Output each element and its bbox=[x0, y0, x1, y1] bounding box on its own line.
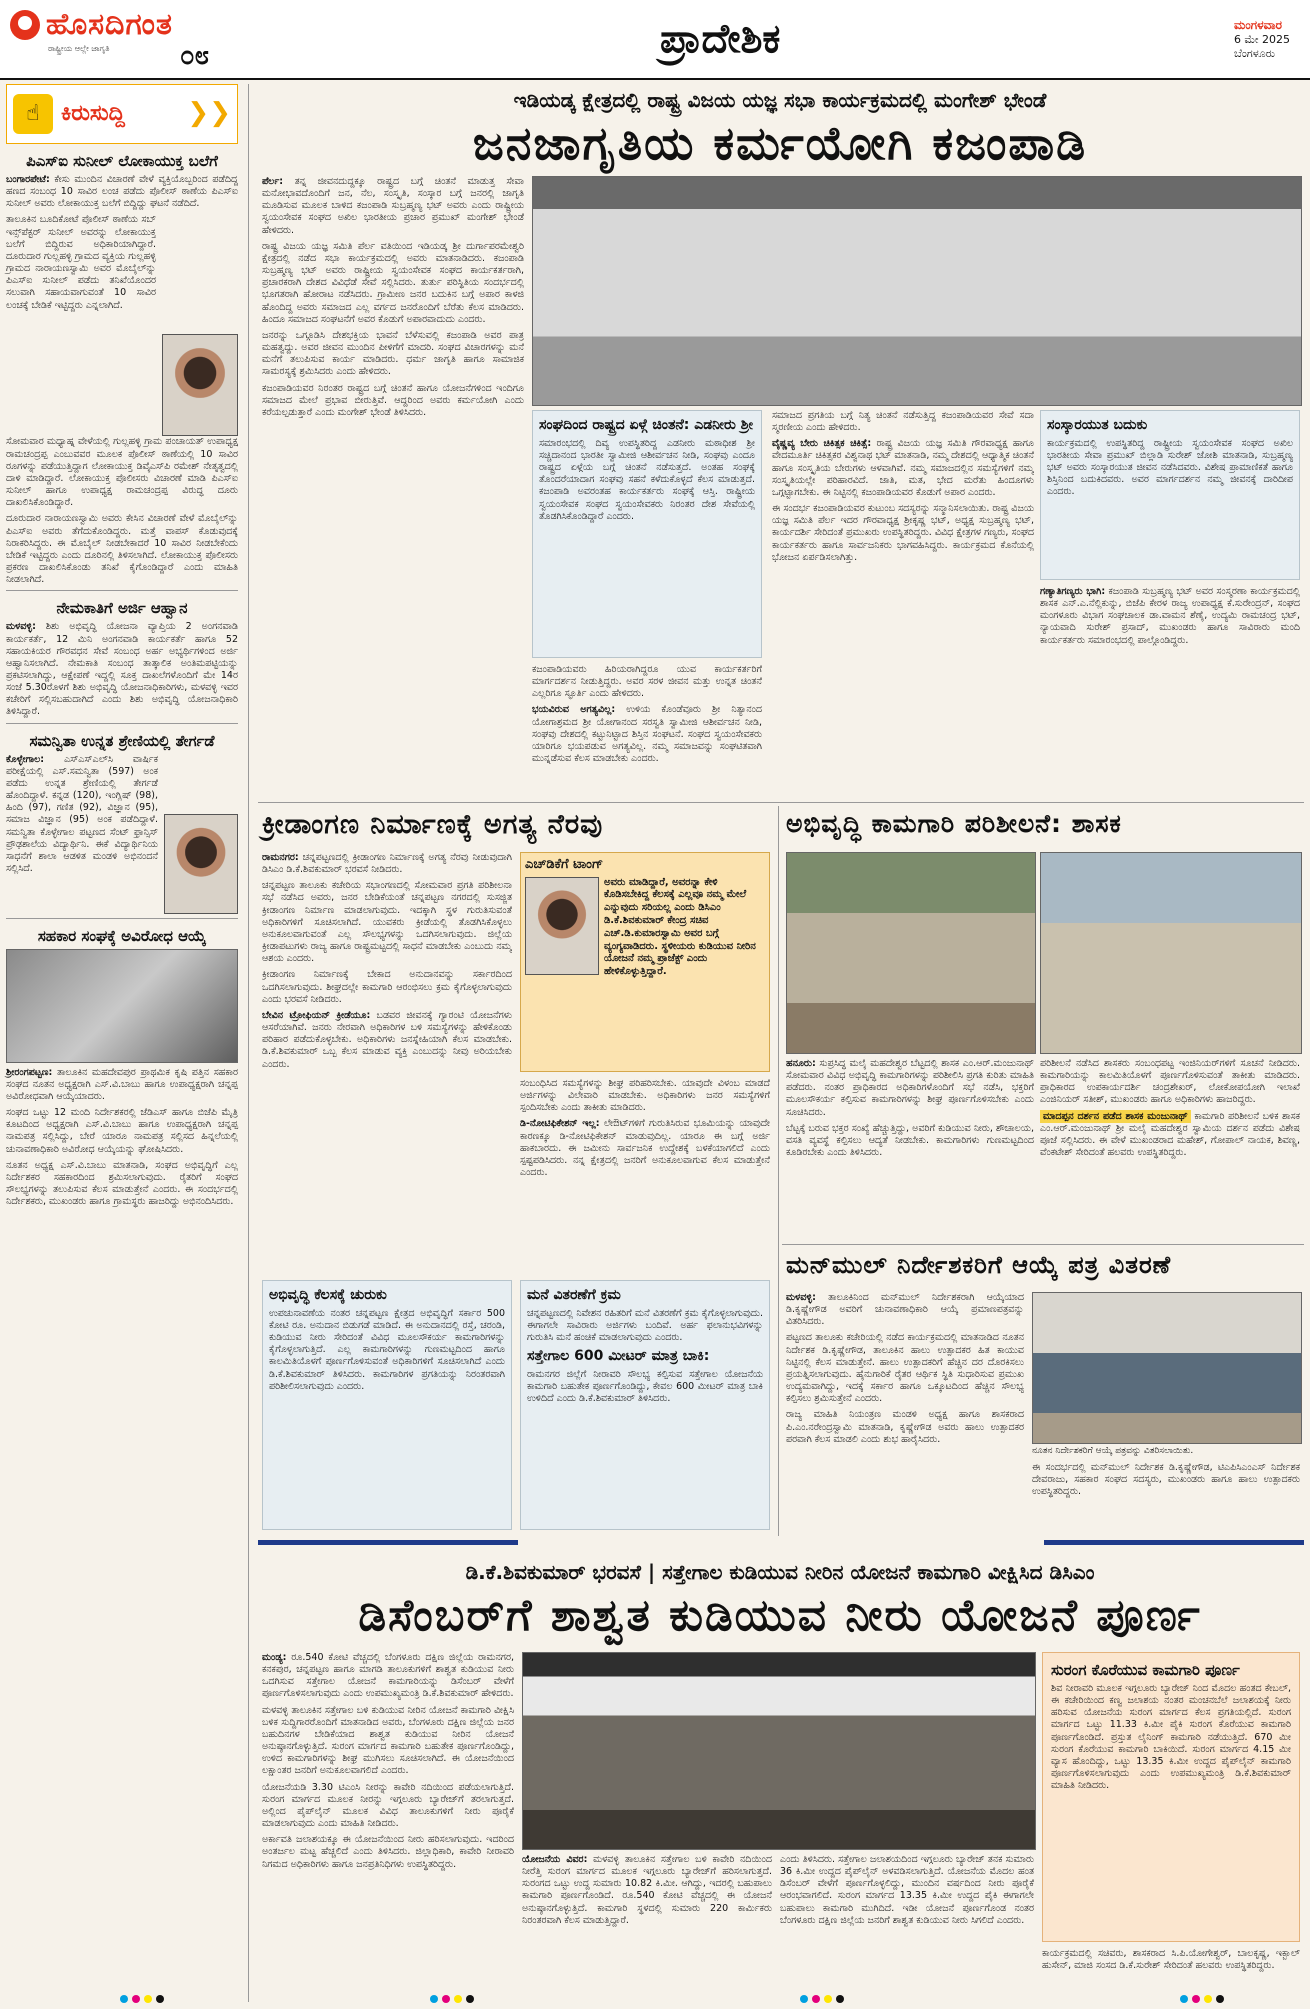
brief-text bbox=[6, 174, 238, 210]
pointing-hand-icon: ☝ bbox=[13, 94, 53, 134]
water-text bbox=[522, 1854, 772, 1927]
page-number: ೦೮ bbox=[180, 41, 210, 71]
brief-headline: ಸಹಕಾರ ಸಂಘಕ್ಕೆ ಅವಿರೋಧ ಆಯ್ಕೆ bbox=[37, 926, 207, 945]
manmul-para: ಈ ಸಂದರ್ಭದಲ್ಲಿ ಮನ್‌ಮುಲ್ ನಿರ್ದೇಶಕ ಡಿ.ಕೃಷ್ಣೇಗೌಡ, ಟಿಎಪಿಸಿಎಂಎಸ್ ನಿರ್ದೇಶಕ ದೇವರಾಜು, ಸಹಕಾರ ಸಂಘದ ಸದಸ್ಯರು, ಮುಖಂಡರು ಹಾಗೂ ಹಾಲು ಉತ್ಪಾದಕರು ಉಪಸ್ಥಿತರಿದ್ದರು. bbox=[1032, 1462, 1300, 1498]
cooperative-society-photo bbox=[6, 949, 238, 1063]
hdk-tong-box bbox=[520, 852, 770, 1072]
samanvitha-photo bbox=[164, 814, 238, 914]
psi-sunil-photo bbox=[162, 334, 238, 436]
brief-para: ಶಿಶು ಅಭಿವೃದ್ಧಿ ಯೋಜನಾ ವ್ಯಾಪ್ತಿಯ 2 ಅಂಗನವಾಡಿ ಕಾರ್ಯಕರ್ತೆ, 12 ಮಿನಿ ಅಂಗನವಾಡಿ ಕಾರ್ಯಕರ್ತೆ ಹಾಗೂ 52 ಸಹಾಯಕಿಯರ ಗೌರವಧನ ಸೇವೆ ಸಂಬಂಧ ಅರ್ಹ ಅಭ್ಯರ್ಥಿಗಳಿಂದ ಅರ್ಜಿ ಆಹ್ವಾನಿಸಲಾಗಿದೆ. ನೇಮಕಾತಿ ಸಂಬಂಧ ತಾತ್ಕಾಲಿಕ ಅಂತಿಮಪಟ್ಟಿಯನ್ನು ಪ್ರಕಟಿಸಲಾಗಿದ್ದು, ಆಕ್ಷೇಪಣೆ ಇದ್ದಲ್ಲಿ ಸೂಕ್ತ ದಾಖಲೆಗಳೊಂದಿಗೆ ಮೇ 14ರ ಸಂಜೆ 5.30ರೊಳಗೆ ಶಿಶು ಅಭಿವೃದ್ಧಿ ಯೋಜನಾಧಿಕಾರಿಗಳು, ಮಳವಳ್ಳಿ ಇವರ ಕಚೇರಿಗೆ ಸಲ್ಲಿಸಬಹುದಾಗಿದೆ ಎಂದು ಶಿಶು ಅಭಿವೃದ್ಧಿ ಯೋಜನಾಧಿಕಾರಿ ತಿಳಿಸಿದ್ದಾರೆ. bbox=[6, 621, 238, 718]
lead-text bbox=[772, 438, 1034, 499]
brief-para: ತಾಲೂಕಿನ ಮಹದೇವಪುರ ಪ್ರಾಥಮಿಕ ಕೃಷಿ ಪತ್ತಿನ ಸಹಕಾರ ಸಂಘದ ನೂತನ ಅಧ್ಯಕ್ಷರಾಗಿ ಎಸ್.ವಿ.ಬಾಬು ಹಾಗೂ ಉಪಾಧ್ಯಕ್ಷರಾಗಿ ಚನ್ನಪ್ಪ ಅವಿರೋಧವಾಗಿ ಆಯ್ಕೆಯಾದರು. bbox=[6, 1066, 238, 1102]
stadium-text bbox=[262, 852, 512, 876]
print-registration-marks bbox=[800, 1995, 844, 2003]
print-registration-marks bbox=[1180, 1995, 1224, 2003]
lead-text bbox=[1040, 586, 1300, 647]
lead-para: ತನ್ನ ಜೀವನದುದ್ದಕ್ಕೂ ರಾಷ್ಟ್ರದ ಬಗ್ಗೆ ಚಿಂತನೆ ಮಾಡುತ್ತ ಸೇವಾ ಮನೋಭಾವದೊಂದಿಗೆ ಜನ, ನೆಲ, ಸಂಸ್ಕೃತಿ, ಸಂಸ್ಕಾರ ಬಗ್ಗೆ ಜನರಲ್ಲಿ ಜಾಗೃತಿ ಮೂಡಿಸುವ ಮೂಲಕ ಬಾಳಿದ ಕಜಂಪಾಡಿ ಸುಬ್ರಹ್ಮಣ್ಯ ಭಟ್ ಅವರು ಎಂದು ರಾಷ್ಟ್ರೀಯ ಸ್ವಯಂಸೇವಕ ಸಂಘದ ಅಖಿಲ ಭಾರತೀಯ ಪ್ರಚಾರ ಪ್ರಮುಖ್ ಮಂಗೇಶ್ ಭೇಂಡೆ ಹೇಳಿದರು. bbox=[262, 176, 524, 236]
edaneeru-sri-box bbox=[532, 410, 762, 658]
review-para: ಪರಿಶೀಲನೆ ನಡೆಸಿದ ಶಾಸಕರು ಸಂಬಂಧಪಟ್ಟ ಇಂಜಿನಿಯರ್‌ಗಳಿಗೆ ಸೂಚನೆ ನೀಡಿದರು. ಕಾಮಗಾರಿಯನ್ನು ಕಾಲಮಿತಿಯೊಳಗೆ ಪೂರ್ಣಗೊಳಿಸುವಂತೆ ತಾಕೀತು ಮಾಡಿದರು. ಪ್ರಾಧಿಕಾರದ ಉಪಕಾರ್ಯದರ್ಶಿ ಚಂದ್ರಶೇಖರ್, ಲೋಕೋಪಯೋಗಿ ಇಲಾಖೆ ಎಂಜಿನಿಯರ್ ಸತೀಶ್, ಮುಖಂಡರು ಹಾಗೂ ಅಧಿಕಾರಿಗಳು ಹಾಜರಿದ್ದರು. bbox=[1040, 1058, 1300, 1106]
water-para: ಮಳವಳ್ಳಿ ತಾಲೂಕಿನ ಸತ್ತೇಗಾಲ ಬಳಿ ಕಾವೇರಿ ನದಿಯಿಂದ ನೀರೆತ್ತಿ ಸುರಂಗ ಮಾರ್ಗದ ಮೂಲಕ ಇಗ್ಗಲೂರು ಬ್ಯಾರೇಜ್‌ಗೆ ಹರಿಸಲಾಗುತ್ತದೆ. ಸುರಂಗದ ಒಟ್ಟು ಉದ್ದ ಸುಮಾರು 10.82 ಕಿ.ಮೀ. ಆಗಿದ್ದು, ಇದರಲ್ಲಿ ಬಹುಪಾಲು ಕಾಮಗಾರಿ ಪೂರ್ಣಗೊಂಡಿದೆ. ರೂ.540 ಕೋಟಿ ವೆಚ್ಚದಲ್ಲಿ ಈ ಯೋಜನೆ ಅನುಷ್ಠಾನಗೊಳ್ಳುತ್ತಿದೆ. ಕಾಮಗಾರಿ ಸ್ಥಳದಲ್ಲಿ ಸುಮಾರು 220 ಕಾರ್ಮಿಕರು ನಿರಂತರವಾಗಿ ಕೆಲಸ ಮಾಡುತ್ತಿದ್ದಾರೆ. bbox=[522, 1854, 772, 1926]
lead-para: ಈ ಸಂದರ್ಭ ಕಜಂಪಾಡಿಯವರ ಕುಟುಂಬ ಸದಸ್ಯರನ್ನು ಸನ್ಮಾನಿಸಲಾಯಿತು. ರಾಷ್ಟ್ರ ವಿಜಯ ಯಜ್ಞ ಸಮಿತಿ ಪೆರ್ಲ ಇದರ ಗೌರವಾಧ್ಯಕ್ಷ ಶ್ರೀಕೃಷ್ಣ ಭಟ್, ಅಧ್ಯಕ್ಷ ಸುಬ್ರಹ್ಮಣ್ಯ ಭಟ್, ಕಾರ್ಯದರ್ಶಿ ಸೇರಿದಂತೆ ಪ್ರಮುಖರು ಉಪಸ್ಥಿತರಿದ್ದರು. ವಿವಿಧ ಕ್ಷೇತ್ರಗಳ ಗಣ್ಯರು, ಸಂಘದ ಕಾರ್ಯಕರ್ತರು ಹಾಗೂ ಸಾರ್ವಜನಿಕರು ಭಾಗವಹಿಸಿದ್ದರು. ಕಾರ್ಯಕ್ರಮದ ಕೊನೆಯಲ್ಲಿ ಭೋಜನ ಏರ್ಪಡಿಸಲಾಗಿತ್ತು. bbox=[772, 503, 1034, 563]
brief-headline: ಸಮನ್ವಿತಾ ಉನ್ನತ ಶ್ರೇಣಿಯಲ್ಲಿ ತೇರ್ಗಡೆ bbox=[29, 731, 215, 750]
registration-dot bbox=[132, 1995, 140, 2003]
brief-para: ತಾಲೂಕಿನ ಬೂದಿಕೋಟೆ ಪೊಲೀಸ್ ಠಾಣೆಯ ಸಬ್ ಇನ್ಸ್‌ಪೆಕ್ಟರ್ ಸುನೀಲ್ ಅವರನ್ನು ಲೋಕಾಯುಕ್ತ ಬಲೆಗೆ ಬಿದ್ದಿರುವ ಅಧಿಕಾರಿಯಾಗಿದ್ದಾರೆ. ದೂರುದಾರ ಗುಲ್ಲಹಳ್ಳಿ ಗ್ರಾಮದ ವ್ಯಕ್ತಿಯ ಗುಲ್ಲಹಳ್ಳಿ ಗ್ರಾಮದ ನಾರಾಯಣಸ್ವಾಮಿ ಅವರ ಮೊಬೈಲ್‌ನ್ನು ಪಿಎಸ್‌ಐ ಸುನೀಲ್ ಪಡೆದು ತನಿಖೆಯೊಂದರ ಸಲುವಾಗಿ ಸಹಾಯವಾಗುವಂತೆ 10 ಸಾವಿರ ಲಂಚಕ್ಕೆ ಬೇಡಿಕೆ ಇಟ್ಟಿದ್ದರು ಎನ್ನಲಾಗಿದೆ. bbox=[6, 214, 156, 311]
stadium-para: ಕ್ರೀಡಾಂಗಣ ನಿರ್ಮಾಣಕ್ಕೆ ಬೇಕಾದ ಅನುದಾನವನ್ನು ಸರ್ಕಾರದಿಂದ ಒದಗಿಸಲಾಗುವುದು. ಶೀಘ್ರದಲ್ಲೇ ಕಾಮಗಾರಿ ಆರಂಭಿಸಲು ಕ್ರಮ ಕೈಗೊಳ್ಳಲಾಗುವುದು ಎಂದು ಭರವಸೆ ನೀಡಿದರು. bbox=[262, 969, 512, 1005]
subhead: ಗಣ್ಯಾತಿಗಣ್ಯರು ಭಾಗಿ: bbox=[1040, 586, 1106, 597]
logo-tagline: ರಾಷ್ಟ್ರೀಯ ಆಲ್ಲೇ ಜಾಗೃತಿ bbox=[48, 44, 110, 54]
registration-dot bbox=[1216, 1995, 1224, 2003]
pillar-inspection-photo bbox=[1040, 852, 1302, 1054]
brief-para: ದೂರುದಾರ ನಾರಾಯಣಸ್ವಾಮಿ ಅವರು ಕೇಸಿನ ವಿಚಾರಣೆ ವೇಳೆ ಮೊಬೈಲ್‌ನ್ನು ಪಿಎಸ್‌ಐ ಅವರು ತೆಗೆದುಕೊಂಡಿದ್ದರು. ಮತ್ತೆ ವಾಪಸ್ ಕೊಡುವುದಕ್ಕೆ ನಿರಾಕರಿಸಿದ್ದರು. ಈ ಮೊಬೈಲ್ ನೀಡಬೇಕಾದರೆ 10 ಸಾವಿರ ನೀಡಬೇಕೆಂದು ಬೇಡಿಕೆ ಇಟ್ಟಿದ್ದರು ಎಂದು ದೂರಿನಲ್ಲಿ ತಿಳಿಸಲಾಗಿದೆ. ಲೋಕಾಯುಕ್ತ ಪೊಲೀಸರು ಪ್ರಕರಣ ದಾಖಲಿಸಿಕೊಂಡು ತನಿಖೆ ಕೈಗೊಂಡಿದ್ದಾರೆ ಎಂದು ಮಾಹಿತಿ ನೀಡಲಾಗಿದೆ. bbox=[6, 513, 238, 586]
box-text: ರಾಮನಗರ ಜಿಲ್ಲೆಗೆ ನೀರಾವರಿ ಸೌಲಭ್ಯ ಕಲ್ಪಿಸುವ ಸತ್ತೇಗಾಲ ಯೋಜನೆಯ ಕಾಮಗಾರಿ ಬಹುತೇಕ ಪೂರ್ಣಗೊಂಡಿದ್ದು, ಕೇವಲ 600 ಮೀಟರ್ ಮಾತ್ರ ಬಾಕಿ ಉಳಿದಿದೆ ಎಂದು ಡಿ.ಕೆ.ಶಿವಕುಮಾರ್ ತಿಳಿಸಿದರು. bbox=[527, 1369, 763, 1405]
separator-stripe bbox=[1044, 1540, 1304, 1545]
dateline: ಮಳವಳ್ಳಿ: bbox=[6, 621, 36, 633]
manmul-text bbox=[786, 1292, 1024, 1328]
lead-column-1 bbox=[262, 176, 524, 796]
brief-text bbox=[6, 754, 158, 910]
stadium-column-1 bbox=[262, 852, 512, 1272]
section-title: ಪ್ರಾದೇಶಿಕ bbox=[660, 16, 781, 62]
box-text: ಶಿವ ನೀರಾವರಿ ಮೂಲಕ ಇಗ್ಗಲೂರು ಬ್ಯಾರೇಜ್‌ ನಿಂದ ಮೊದಲ ಹಂತದ ಕೇಬಲ್, ಈ ಕಚೇರಿಯಿಂದ ಕಣ್ವ ಜಲಾಶಯ ನಂತರ ಮಂಚನಬೆಲೆ ಜಲಾಶಯಕ್ಕೆ ನೀರು ಹರಿಸುವ ಯೋಜನೆಯ ಸುರಂಗ ಮಾರ್ಗದ ಕೆಲಸ ಪ್ರಗತಿಯಲ್ಲಿದೆ. ಸುರಂಗ ಮಾರ್ಗದ ಒಟ್ಟು 11.33 ಕಿ.ಮೀ ಪೈಕಿ ಸುರಂಗ ಕೊರೆಯುವ ಕಾಮಗಾರಿ ಪೂರ್ಣಗೊಂಡಿದೆ. ಪ್ರಸ್ತುತ ಲೈನಿಂಗ್ ಕಾಮಗಾರಿ ನಡೆಯುತ್ತಿದೆ. 670 ಮೀ ಸುರಂಗ ಕೊರೆಯುವ ಕಾಮಗಾರಿ ಬಾಕಿಯಿದೆ. ಸುರಂಗ ಮಾರ್ಗದ 4.15 ಮೀ ವ್ಯಾಸ ಹೊಂದಿದ್ದು, ಒಟ್ಟು 13.35 ಕಿ.ಮೀ ಉದ್ದದ ಪೈಪ್‌ಲೈನ್ ಕಾಮಗಾರಿ ಪೂರ್ಣಗೊಳಿಸಲಾಗುವುದು ಎಂದು ಉಪಮುಖ್ಯಮಂತ್ರಿ ಡಿ.ಕೆ.ಶಿವಕುಮಾರ್ ಮಾಹಿತಿ ನೀಡಿದರು. bbox=[1051, 1683, 1291, 1792]
box-text: ಚನ್ನಪಟ್ಟಣದಲ್ಲಿ ನಿವೇಶನ ರಹಿತರಿಗೆ ಮನೆ ವಿತರಣೆಗೆ ಕ್ರಮ ಕೈಗೊಳ್ಳಲಾಗುವುದು. ಈಗಾಗಲೇ ಸಾವಿರಾರು ಅರ್ಜಿಗಳು ಬಂದಿವೆ. ಅರ್ಹ ಫಲಾನುಭವಿಗಳನ್ನು ಗುರುತಿಸಿ ಮನೆ ಹಂಚಿಕೆ ಮಾಡಲಾಗುವುದು ಎಂದರು. bbox=[527, 1307, 763, 1344]
chevron-right-icon: ❯❯ bbox=[187, 98, 231, 129]
lead-text bbox=[262, 176, 524, 237]
registration-dot bbox=[1180, 1995, 1188, 2003]
box-text: ಕಾರ್ಯಕ್ರಮದಲ್ಲಿ ಉಪಸ್ಥಿತರಿದ್ದ ರಾಷ್ಟ್ರೀಯ ಸ್ವಯಂಸೇವಕ ಸಂಘದ ಅಖಿಲ ಭಾರತೀಯ ಸೇವಾ ಪ್ರಮುಖ್ ಬಿಲ್ಲಾಡಿ ಸುರೇಶ್ ಜೋಶಿ ಮಾತನಾಡಿ, ಸುಬ್ರಹ್ಮಣ್ಯ ಭಟ್ ಅವರು ಸಂಸ್ಕಾರಯುತ ಜೀವನ ನಡೆಸಿದವರು. ವಿಶೇಷ ಪ್ರಾಮಾಣಿಕತೆ ಹಾಗೂ ಶಿಸ್ತಿನಿಂದ ಬದುಕಿದವರು. ಅವರ ಮಾರ್ಗದರ್ಶನ ನಮ್ಮ ಜೀವನಕ್ಕೆ ದಾರಿದೀಪ ಎಂದರು. bbox=[1047, 437, 1293, 498]
dateline: ಹನೂರು: bbox=[786, 1058, 816, 1069]
dk-shivakumar-photo bbox=[525, 877, 599, 975]
brief-text bbox=[6, 621, 238, 718]
water-kicker: ಡಿ.ಕೆ.ಶಿವಕುಮಾರ್ ಭರವಸೆ | ಸತ್ತೇಗಾಲ ಕುಡಿಯುವ ನೀರಿನ ಯೋಜನೆ ಕಾಮಗಾರಿ ವೀಕ್ಷಿಸಿದ ಡಿಸಿಎಂ bbox=[465, 1560, 1095, 1584]
dcm-site-visit-photo bbox=[522, 1652, 1036, 1850]
dateline: ಮಂಡ್ಯ: bbox=[262, 1652, 287, 1663]
registration-dot bbox=[1204, 1995, 1212, 2003]
registration-dot bbox=[1192, 1995, 1200, 2003]
edition-city: ಬೆಂಗಳೂರು bbox=[1233, 47, 1276, 61]
manmul-caption: ನೂತನ ನಿರ್ದೇಶಕರಿಗೆ ಆಯ್ಕೆ ಪತ್ರವನ್ನು ವಿತರಿಸಲಾಯಿತು. bbox=[1032, 1446, 1194, 1456]
subhead: ಬೇವಿನ ಟ್ರೋಫಿಯನ್ ಕ್ರೀಡೆಯೂ: bbox=[262, 1009, 371, 1021]
kiru-suddi-banner bbox=[6, 84, 238, 144]
manmul-para: ರಾಜ್ಯ ಮಾಹಿತಿ ನಿಯಂತ್ರಣ ಮಂಡಳಿ ಅಧ್ಯಕ್ಷ ಹಾಗೂ ಶಾಸಕರಾದ ಪಿ.ಎಂ.ನರೇಂದ್ರಸ್ವಾಮಿ ಮಾತನಾಡಿ, ಕೃಷ್ಣೇಗೌಡ ಅವರು ಹಾಲು ಉತ್ಪಾದಕರ ಪರವಾಗಿ ಕೆಲಸ ಮಾಡಲಿ ಎಂದು ಶುಭ ಹಾರೈಸಿದರು. bbox=[786, 1409, 1024, 1445]
development-work-box bbox=[262, 1280, 512, 1530]
manmul-column-1 bbox=[786, 1292, 1024, 1532]
box-text: ಉಪಚುನಾವಣೆಯ ನಂತರ ಚನ್ನಪಟ್ಟಣ ಕ್ಷೇತ್ರದ ಅಭಿವೃದ್ಧಿಗೆ ಸರ್ಕಾರ 500 ಕೋಟಿ ರೂ. ಅನುದಾನ ಬಿಡುಗಡೆ ಮಾಡಿದೆ. ಈ ಅನುದಾನದಲ್ಲಿ ರಸ್ತೆ, ಚರಂಡಿ, ಕುಡಿಯುವ ನೀರು ಸೇರಿದಂತೆ ವಿವಿಧ ಮೂಲಸೌಕರ್ಯ ಕಾಮಗಾರಿಗಳನ್ನು ಕೈಗೊಳ್ಳಲಾಗುತ್ತಿದೆ. ಎಲ್ಲ ಕಾಮಗಾರಿಗಳನ್ನು ಗುಣಮಟ್ಟದಿಂದ ಹಾಗೂ ಕಾಲಮಿತಿಯೊಳಗೆ ಪೂರ್ಣಗೊಳಿಸುವಂತೆ ಅಧಿಕಾರಿಗಳಿಗೆ ಸೂಚಿಸಲಾಗಿದೆ ಎಂದು ಡಿ.ಕೆ.ಶಿವಕುಮಾರ್ ತಿಳಿಸಿದರು. ಕಾಮಗಾರಿಗಳ ಪ್ರಗತಿಯನ್ನು ನಿರಂತರವಾಗಿ ಪರಿಶೀಲಿಸಲಾಗುವುದು ಎಂದರು. bbox=[269, 1307, 505, 1392]
manmul-para: ತಾಲೂಕಿನಿಂದ ಮನ್‌ಮುಲ್ ನಿರ್ದೇಶಕರಾಗಿ ಆಯ್ಕೆಯಾದ ಡಿ.ಕೃಷ್ಣೇಗೌಡ ಅವರಿಗೆ ಚುನಾವಣಾಧಿಕಾರಿ ಆಯ್ಕೆ ಪ್ರಮಾಣಪತ್ರವನ್ನು ವಿತರಿಸಿದರು. bbox=[786, 1292, 1024, 1328]
box-title: ಸಂಘದಿಂದ ರಾಷ್ಟ್ರದ ಏಳ್ಗೆ ಚಿಂತನೆ: ಎಡನೀರು ಶ್ರೀ bbox=[539, 417, 754, 433]
registration-dot bbox=[812, 1995, 820, 2003]
lamp-logo-icon bbox=[10, 10, 40, 40]
newspaper-logo bbox=[10, 6, 310, 70]
brief-para: ಸಂಘದ ಒಟ್ಟು 12 ಮಂದಿ ನಿರ್ದೇಶಕರಲ್ಲಿ ಜೆಡಿಎಸ್ ಹಾಗೂ ಬಿಜೆಪಿ ಮೈತ್ರಿ ಕೂಟದಿಂದ ಅಧ್ಯಕ್ಷರಾಗಿ ಎಸ್.ವಿ.ಬಾಬು ಹಾಗೂ ಉಪಾಧ್ಯಕ್ಷರಾಗಿ ಚನ್ನಪ್ಪ ನಾಮಪತ್ರ ಸಲ್ಲಿಸಿದ್ದು, ಬೇರೆ ಯಾರೂ ನಾಮಪತ್ರ ಸಲ್ಲಿಸದ ಹಿನ್ನಲೆಯಲ್ಲಿ ಚುನಾವಣಾಧಿಕಾರಿ ಅವಿರೋಧ ಆಯ್ಕೆಯನ್ನು ಘೋಷಿಸಿದರು. bbox=[6, 1107, 238, 1155]
dateline: ಪೆರ್ಲ: bbox=[262, 176, 284, 187]
weekday: ಮಂಗಳವಾರ bbox=[1233, 18, 1282, 32]
water-para: ಮಳವಳ್ಳಿ ತಾಲೂಕಿನ ಸತ್ತೇಗಾಲ ಬಳಿ ಕುಡಿಯುವ ನೀರಿನ ಯೋಜನೆ ಕಾಮಗಾರಿ ವೀಕ್ಷಿಸಿ ಬಳಿಕ ಸುದ್ದಿಗಾರರೊಂದಿಗೆ ಮಾತನಾಡಿದ ಅವರು, ಬೆಂಗಳೂರು ದಕ್ಷಿಣ ಜಿಲ್ಲೆಯ ಜನರ ಬಹುದಿನಗಳ ಬೇಡಿಕೆಯಾದ ಶಾಶ್ವತ ಕುಡಿಯುವ ನೀರಿನ ಯೋಜನೆ ಅನುಷ್ಠಾನಗೊಳ್ಳುತ್ತಿದೆ. ಸುರಂಗ ಮಾರ್ಗದ ಕಾಮಗಾರಿ ಬಹುತೇಕ ಪೂರ್ಣಗೊಂಡಿದ್ದು, ಉಳಿದ ಕಾಮಗಾರಿಗಳನ್ನು ಶೀಘ್ರ ಮುಗಿಸಲು ಸೂಚಿಸಲಾಗಿದೆ. ಈ ಯೋಜನೆಯಿಂದ ಲಕ್ಷಾಂತರ ಜನರಿಗೆ ಅನುಕೂಲವಾಗಲಿದೆ ಎಂದರು. bbox=[262, 1704, 514, 1777]
review-para: ಸುಪ್ರಸಿದ್ಧ ಮಲೈ ಮಹದೇಶ್ವರ ಬೆಟ್ಟದಲ್ಲಿ ಶಾಸಕ ಎಂ.ಆರ್.ಮಂಜುನಾಥ್ ಸೋಮವಾರ ವಿವಿಧ ಅಭಿವೃದ್ಧಿ ಕಾಮಗಾರಿಗಳನ್ನು ಪರಿಶೀಲಿಸಿ ಪ್ರಗತಿ ಕುರಿತು ಮಾಹಿತಿ ಪಡೆದರು. ನಂತರ ಪ್ರಾಧಿಕಾರದ ಅಧಿಕಾರಿಗಳೊಂದಿಗೆ ಸಭೆ ನಡೆಸಿ, ಭಕ್ತರಿಗೆ ಮೂಲಸೌಕರ್ಯ ಕಲ್ಪಿಸುವ ಕಾಮಗಾರಿಗಳನ್ನು ಶೀಘ್ರ ಪೂರ್ಣಗೊಳಿಸಬೇಕು ಎಂದು ಸೂಚಿಸಿದರು. bbox=[786, 1058, 1034, 1118]
lead-para: ಕಜಂಪಾಡಿಯವರ ನಿರಂತರ ರಾಷ್ಟ್ರದ ಬಗ್ಗೆ ಚಿಂತನೆ ಹಾಗೂ ಯೋಜನೆಗಳಿಂದ ಇಂದಿಗೂ ಸಮಾಜದ ಮೇಲೆ ಪ್ರಭಾವ ಬೀರುತ್ತಿವೆ. ಆದ್ದರಿಂದ ಅವರು ಕರ್ಮಯೋಗಿ ಎಂದು ಕರೆಯಲ್ಪಡುತ್ತಾರೆ ಎಂದು ಮಂಗೇಶ್ ಭೇಂಡೆ ತಿಳಿಸಿದರು. bbox=[262, 382, 524, 418]
house-distribution-box bbox=[520, 1280, 770, 1530]
lead-text bbox=[532, 704, 762, 765]
box-text: ಅವರು ಮಾಡಿದ್ದಾರೆ, ಅವರನ್ನಾ ಕೇಳಿ ಕೊಡಿಸಬೇಕಿದ್ದ ಕೆಲಸಕ್ಕೆ ಎಲ್ಲವೂ ನಮ್ಮ ಮೇಲೆ ಎನ್ನುವುದು ಸರಿಯಲ್ಲ ಎಂದು ಡಿಸಿಎಂ ಡಿ.ಕೆ.ಶಿವಕುಮಾರ್ ಕೇಂದ್ರ ಸಚಿವ ಎಚ್.ಡಿ.ಕುಮಾರಸ್ವಾಮಿ ಅವರ ಬಗ್ಗೆ ವ್ಯಂಗ್ಯವಾಡಿದರು. ಸ್ಥಳೀಯರು ಕುಡಿಯುವ ನೀರಿನ ಯೋಜನೆ ನಮ್ಮ ಪ್ರಾಜೆಕ್ಟ್ ಎಂದು ಹೇಳಿಕೊಳ್ಳುತ್ತಿದ್ದಾರೆ. bbox=[604, 876, 756, 978]
water-column-3 bbox=[780, 1854, 1034, 2002]
registration-dot bbox=[466, 1995, 474, 2003]
lead-para: ಸಮಾಜದ ಪ್ರಗತಿಯ ಬಗ್ಗೆ ನಿತ್ಯ ಚಿಂತನೆ ನಡೆಸುತ್ತಿದ್ದ ಕಜಂಪಾಡಿಯವರ ಸೇವೆ ಸದಾ ಸ್ಮರಣೀಯ ಎಂದು ಹೇಳಿದರು. bbox=[772, 410, 1034, 434]
samskara-box bbox=[1040, 410, 1300, 580]
registration-dot bbox=[156, 1995, 164, 2003]
box-title: ಅಭಿವೃದ್ಧಿ ಕೆಲಸಕ್ಕೆ ಚುರುಕು bbox=[269, 1287, 387, 1303]
subhead: ಯೋಜನೆಯ ವಿವರ: bbox=[522, 1854, 588, 1865]
registration-dot bbox=[800, 1995, 808, 2003]
stadium-para: ಸಂಬಂಧಿಸಿದ ಸಮಸ್ಯೆಗಳನ್ನು ಶೀಘ್ರ ಪರಿಹರಿಸಬೇಕು. ಯಾವುದೇ ವಿಳಂಬ ಮಾಡದೆ ಅರ್ಜಿಗಳನ್ನು ವಿಲೇವಾರಿ ಮಾಡಬೇಕು. ಅಧಿಕಾರಿಗಳು ಜನರ ಸಮಸ್ಯೆಗಳಿಗೆ ಸ್ಪಂದಿಸಬೇಕು ಎಂದು ತಾಕೀತು ಮಾಡಿದರು. bbox=[520, 1078, 770, 1114]
manmul-column-2 bbox=[1032, 1462, 1300, 1532]
lead-para: ರಾಷ್ಟ್ರ ವಿಜಯ ಯಜ್ಞ ಸಮಿತಿ ಪೆರ್ಲ ವತಿಯಿಂದ ಇಡಿಯಡ್ಕ ಶ್ರೀ ದುರ್ಗಾಪರಮೇಶ್ವರಿ ಕ್ಷೇತ್ರದಲ್ಲಿ ನಡೆದ ಸಭಾ ಕಾರ್ಯಕ್ರಮದಲ್ಲಿ ಅವರು ಮಾತನಾಡಿದರು. ಕಜಂಪಾಡಿ ಸುಬ್ರಹ್ಮಣ್ಯ ಭಟ್ ಅವರು ರಾಷ್ಟ್ರೀಯ ಸ್ವಯಂಸೇವಕ ಸಂಘದ ಕಾರ್ಯಕರ್ತರಾಗಿ, ಪ್ರಚಾರಕರಾಗಿ ದೇಶದ ವಿವಿಧೆಡೆ ಸೇವೆ ಸಲ್ಲಿಸಿದರು. ತುರ್ತು ಪರಿಸ್ಥಿತಿಯ ಸಂದರ್ಭದಲ್ಲಿ ಭೂಗತರಾಗಿ ಹೋರಾಟ ನಡೆಸಿದರು. ಗ್ರಾಮೀಣ ಜನರ ಬದುಕಿನ ಬಗ್ಗೆ ಅಪಾರ ಕಾಳಜಿ ಹೊಂದಿದ್ದ ಅವರು ಸಮಾಜದ ಎಲ್ಲ ವರ್ಗದ ಜನರೊಂದಿಗೆ ಬೆರೆತು ಕೆಲಸ ಮಾಡಿದರು. ಹಿಂದೂ ಸಮಾಜದ ಸಂಘಟನೆಗೆ ಅವರ ಕೊಡುಗೆ ಅಪಾರವಾದುದು ಎಂದರು. bbox=[262, 240, 524, 325]
review-caption bbox=[1040, 1111, 1300, 1160]
stadium-headline: ಕ್ರೀಡಾಂಗಣ ನಿರ್ಮಾಣಕ್ಕೆ ಅಗತ್ಯ ನೆರವು bbox=[262, 809, 604, 840]
registration-dot bbox=[430, 1995, 438, 2003]
tunnel-box bbox=[1042, 1652, 1300, 1942]
water-headline: ಡಿಸೆಂಬರ್‌ಗೆ ಶಾಶ್ವತ ಕುಡಿಯುವ ನೀರು ಯೋಜನೆ ಪೂರ್ಣ bbox=[358, 1590, 1202, 1641]
stadium-text bbox=[262, 1010, 512, 1071]
box-title: ಮನೆ ವಿತರಣೆಗೆ ಕ್ರಮ bbox=[527, 1287, 621, 1303]
brief-news-column bbox=[6, 84, 238, 2002]
lead-para: ರಾಷ್ಟ್ರ ವಿಜಯ ಯಜ್ಞ ಸಮಿತಿ ಗೌರವಾಧ್ಯಕ್ಷ ಹಾಗೂ ವೇದಮೂರ್ತಿ ಚಿಕಿತ್ಸಕರ ವಿಶ್ವನಾಥ ಭಟ್ ಮಾತನಾಡಿ, ನಮ್ಮ ದೇಶದಲ್ಲಿ ಆಧ್ಯಾತ್ಮಿಕ ಚಿಂತನೆ ಹಾಗೂ ಸಂಸ್ಕೃತಿಯ ಬೇರುಗಳು ಆಳವಾಗಿವೆ. ನಮ್ಮ ಸಮಾಜದಲ್ಲಿನ ಸಮಸ್ಯೆಗಳಿಗೆ ನಮ್ಮ ಸಂಸ್ಕೃತಿಯಲ್ಲೇ ಪರಿಹಾರವಿದೆ. ಜಾತಿ, ಮತ, ಭೇದ ಮರೆತು ಹಿಂದೂಗಳು ಒಗ್ಗಟ್ಟಾಗಬೇಕು. ಈ ನಿಟ್ಟಿನಲ್ಲಿ ಕಜಂಪಾಡಿಯವರ ಕೊಡುಗೆ ಅಪಾರ ಎಂದರು. bbox=[772, 438, 1034, 498]
brief-para: ನೂತನ ಅಧ್ಯಕ್ಷ ಎಸ್.ವಿ.ಬಾಬು ಮಾತನಾಡಿ, ಸಂಘದ ಅಭಿವೃದ್ಧಿಗೆ ಎಲ್ಲ ನಿರ್ದೇಶಕರ ಸಹಕಾರದಿಂದ ಶ್ರಮಿಸಲಾಗುವುದು. ರೈತರಿಗೆ ಸಂಘದ ಸೌಲಭ್ಯಗಳನ್ನು ತಲುಪಿಸುವ ಕೆಲಸ ಮಾಡುತ್ತೇನೆ ಎಂದರು. ಈ ಸಂದರ್ಭದಲ್ಲಿ ನಿರ್ದೇಶಕರು, ಮುಖಂಡರು ಹಾಗೂ ಗ್ರಾಮಸ್ಥರು ಹಾಜರಿದ್ದು ಅಭಿನಂದಿಸಿದರು. bbox=[6, 1159, 238, 1208]
separator-stripe bbox=[258, 1540, 518, 1545]
stadium-column-2 bbox=[520, 1078, 770, 1272]
caption-text: ಕಾಮಗಾರಿ ಪರಿಶೀಲನೆ ಬಳಿಕ ಶಾಸಕ ಎಂ.ಆರ್.ಮಂಜುನಾಥ್ ಶ್ರೀ ಮಲೈ ಮಹದೇಶ್ವರ ಸ್ವಾಮಿಯ ದರ್ಶನ ಪಡೆದು ವಿಶೇಷ ಪೂಜೆ ಸಲ್ಲಿಸಿದರು. ಈ ವೇಳೆ ಮುಖಂಡರಾದ ಮಹೇಶ್, ಗೋಪಾಲ್ ನಾಯಕ, ಶಿವಣ್ಣ, ವೆಂಕಟೇಶ್ ಸೇರಿದಂತೆ ಹಲವರು ಉಪಸ್ಥಿತರಿದ್ದರು. bbox=[1040, 1110, 1300, 1159]
logo-name: ಹೊಸದಿಗಂತ bbox=[46, 7, 173, 42]
brief-headline: ನೇಮಕಾತಿಗೆ ಅರ್ಜಿ ಆಹ್ವಾನ bbox=[56, 599, 188, 618]
issue-date: 6 ಮೇ 2025 bbox=[1233, 33, 1290, 47]
brief-text bbox=[6, 1067, 238, 1103]
registration-dot bbox=[454, 1995, 462, 2003]
water-para: ಕಾರ್ಯಕ್ರಮದಲ್ಲಿ ಸಚಿವರು, ಶಾಸಕರಾದ ಸಿ.ಪಿ.ಯೋಗೇಶ್ವರ್, ಬಾಲಕೃಷ್ಣ, ಇಕ್ಬಾಲ್ ಹುಸೇನ್, ಮಾಜಿ ಸಂಸದ ಡಿ.ಕೆ.ಸುರೇಶ್ ಸೇರಿದಂತೆ ಹಲವರು ಉಪಸ್ಥಿತರಿದ್ದರು. bbox=[1042, 1948, 1300, 1972]
lead-headline: ಜನಜಾಗೃತಿಯ ಕರ್ಮಯೋಗಿ ಕಜಂಪಾಡಿ bbox=[472, 116, 1088, 170]
kiru-suddi-label: ಕಿರುಸುದ್ದಿ bbox=[61, 100, 125, 126]
caption-label: ಮಾದಪ್ಪನ ದರ್ಶನ ಪಡೆದ ಶಾಸಕ ಮಂಜುನಾಥ್ bbox=[1040, 1110, 1191, 1123]
lead-column-2 bbox=[532, 664, 762, 796]
dateline: ಮಳವಳ್ಳಿ: bbox=[786, 1292, 816, 1303]
registration-dot bbox=[836, 1995, 844, 2003]
box-title: ಸಂಸ್ಕಾರಯುತ ಬದುಕು bbox=[1047, 417, 1148, 433]
lead-para: ಉಳಿಯ ಕೊಂಡೆವೂರು ಶ್ರೀ ನಿತ್ಯಾನಂದ ಯೋಗಾಶ್ರಮದ ಶ್ರೀ ಯೋಗಾನಂದ ಸರಸ್ವತಿ ಸ್ವಾಮೀಜಿ ಆಶೀರ್ವಚನ ನೀಡಿ, ಸಂಘವು ದೇಶದಲ್ಲಿ ಕಟ್ಟುನಿಟ್ಟಾದ ಶಿಸ್ತಿನ ಸಂಘಟನೆ. ಸಂಘದ ಸ್ವಯಂಸೇವಕರು ಯಾರಿಗೂ ಭಯಪಡುವ ಅಗತ್ಯವಿಲ್ಲ. ನಮ್ಮ ಸಮಾಜವನ್ನು ಸಂಘಟಿತವಾಗಿ ಮುನ್ನಡೆಸುವ ಕೆಲಸ ಮಾಡಬೇಕು ಎಂದರು. bbox=[532, 704, 762, 765]
brief-para: ಸೋಮವಾರ ಮಧ್ಯಾಹ್ನ ವೇಳೆಯಲ್ಲಿ ಗುಲ್ಲಹಳ್ಳಿ ಗ್ರಾಮ ಪಂಚಾಯತ್ ಉಪಾಧ್ಯಕ್ಷ ರಾಮಚಂದ್ರಪ್ಪ ಎಂಬುವವರ ಮೂಲಕ ಪೊಲೀಸ್ ಠಾಣೆಯಲ್ಲಿ 10 ಸಾವಿರ ರೂಗಳನ್ನು ಪಡೆಯುತ್ತಿದ್ದಾಗ ಲೋಕಾಯುಕ್ತ ಡಿವೈಎಸ್‌ಪಿ ರಮೇಶ್ ನೇತೃತ್ವದಲ್ಲಿ ದಾಳಿ ಮಾಡಿದ್ದಾರೆ. ಲೋಕಾಯುಕ್ತ ಪೊಲೀಸರು ವಿಚಾರಣೆ ಮಾಡಿ ಪಿಎಸ್‌ಐ ಸುನೀಲ್ ಹಾಗೂ ಉಪಾಧ್ಯಕ್ಷ ರಾಮಚಂದ್ರಪ್ಪ ವಿರುದ್ಧ ದೂರು ದಾಖಲಿಸಿಕೊಂಡಿದ್ದಾರೆ. bbox=[6, 436, 238, 509]
lead-para: ಜನರನ್ನು ಒಗ್ಗೂಡಿಸಿ ದೇಶಭಕ್ತಿಯ ಭಾವನೆ ಬೆಳೆಸುವಲ್ಲಿ ಕಜಂಪಾಡಿ ಅವರ ಪಾತ್ರ ಮಹತ್ವದ್ದು. ಅವರ ಜೀವನ ಮುಂದಿನ ಪೀಳಿಗೆಗೆ ಮಾದರಿ. ಸಂಘದ ವಿಚಾರಗಳನ್ನು ಮನೆ ಮನೆಗೆ ತಲುಪಿಸುವ ಕಾರ್ಯ ಮಾಡಿದರು. ಧರ್ಮ ಜಾಗೃತಿ ಹಾಗೂ ಸಾಮಾಜಿಕ ಸಾಮರಸ್ಯಕ್ಕೆ ಶ್ರಮಿಸಿದರು ಎಂದು ಹೇಳಿದರು. bbox=[262, 329, 524, 378]
date-box bbox=[1234, 18, 1290, 62]
review-headline: ಅಭಿವೃದ್ಧಿ ಕಾಮಗಾರಿ ಪರಿಶೀಲನೆ: ಶಾಸಕ bbox=[786, 809, 1122, 838]
dateline: ಶ್ರೀರಂಗಪಟ್ಟಣ: bbox=[6, 1066, 53, 1078]
review-text bbox=[786, 1058, 1034, 1119]
registration-dot bbox=[824, 1995, 832, 2003]
registration-dot bbox=[442, 1995, 450, 2003]
lead-kicker: ಇಡಿಯಡ್ಕ ಕ್ಷೇತ್ರದಲ್ಲಿ ರಾಷ್ಟ್ರ ವಿಜಯ ಯಜ್ಞ ಸಭಾ ಕಾರ್ಯಕ್ರಮದಲ್ಲಿ ಮಂಗೇಶ್ ಭೇಂಡೆ bbox=[513, 88, 1047, 112]
water-column-2 bbox=[522, 1854, 772, 2002]
brief-para: ಎಸ್‌ಎಸ್‌ಎಲ್‌ಸಿ ವಾರ್ಷಿಕ ಪರೀಕ್ಷೆಯಲ್ಲಿ ಎಸ್.ಸಮನ್ವಿತಾ (597) ಅಂಕ ಪಡೆದು ಉನ್ನತ ಶ್ರೇಣಿಯಲ್ಲಿ ತೇರ್ಗಡೆ ಹೊಂದಿದ್ದಾಳೆ. ಕನ್ನಡ (120), ಇಂಗ್ಲಿಷ್ (98), ಹಿಂದಿ (97), ಗಣಿತ (92), ವಿಜ್ಞಾನ (95), ಸಮಾಜ ವಿಜ್ಞಾನ (95) ಅಂಕ ಪಡೆದಿದ್ದಾಳೆ. ಸಮನ್ವಿತಾ ಕೊಳ್ಳೇಗಾಲ ಪಟ್ಟಣದ ಸೆಂಟ್ ಫ್ರಾನ್ಸಿಸ್ ಪ್ರೌಢಶಾಲೆಯ ವಿದ್ಯಾರ್ಥಿನಿ. ಈಕೆ ವಿದ್ಯಾರ್ಥಿನಿಯ ಸಾಧನೆಗೆ ಶಾಲಾ ಆಡಳಿತ ಮಂಡಳಿ ಅಭಿನಂದನೆ ಸಲ್ಲಿಸಿದೆ. bbox=[6, 753, 158, 874]
dateline: ಕೊಳ್ಳೇಗಾಲ: bbox=[6, 753, 45, 765]
subhead: ಡಿ-ನೋಟಿಫಿಕೇಶನ್ ಇಲ್ಲ: bbox=[520, 1118, 600, 1130]
subhead: ವೈಷ್ಣವ್ಯ ಬೇರು ಚಿಕಿತ್ಸಕ ಚಿಕಿತ್ಸೆ: bbox=[772, 438, 872, 450]
stadium-text bbox=[520, 1118, 770, 1179]
water-column-4 bbox=[1042, 1948, 1300, 2002]
construction-site-photo bbox=[786, 852, 1036, 1054]
water-para: ರೂ.540 ಕೋಟಿ ವೆಚ್ಚದಲ್ಲಿ ಬೆಂಗಳೂರು ದಕ್ಷಿಣ ಜಿಲ್ಲೆಯ ರಾಮನಗರ, ಕನಕಪುರ, ಚನ್ನಪಟ್ಟಣ ಹಾಗೂ ಮಾಗಡಿ ತಾಲೂಕುಗಳಿಗೆ ಶಾಶ್ವತ ಕುಡಿಯುವ ನೀರು ಒದಗಿಸುವ ಸತ್ತೇಗಾಲ ಯೋಜನೆ ಕಾಮಗಾರಿಯನ್ನು ಡಿಸೆಂಬರ್ ವೇಳೆಗೆ ಪೂರ್ಣಗೊಳಿಸಲಾಗುವುದು ಎಂದು ಉಪಮುಖ್ಯಮಂತ್ರಿ ಡಿ.ಕೆ.ಶಿವಕುಮಾರ್ ಹೇಳಿದರು. bbox=[262, 1652, 514, 1700]
dateline: ಬಂಗಾರಪೇಟೆ: bbox=[6, 174, 50, 185]
stadium-para: ಲೇಔಟ್‌ಗಳಿಗೆ ಗುರುತಿಸಿರುವ ಭೂಮಿಯನ್ನು ಯಾವುದೇ ಕಾರಣಕ್ಕೂ ಡಿ-ನೋಟಿಫಿಕೇಶನ್ ಮಾಡುವುದಿಲ್ಲ. ಯಾರೂ ಈ ಬಗ್ಗೆ ಅರ್ಜಿ ಹಾಕಬಾರದು. ಈ ಜಮೀನು ಸಾರ್ವಜನಿಕ ಉದ್ದೇಶಕ್ಕೆ ಬಳಕೆಯಾಗಲಿದೆ ಎಂದು ಸ್ಪಷ್ಟಪಡಿಸಿದರು. ನನ್ನ ಕ್ಷೇತ್ರದಲ್ಲಿ ಜನರಿಗೆ ಅನುಕೂಲವಾಗುವ ಕೆಲಸ ಮಾಡುತ್ತೇನೆ ಎಂದರು. bbox=[520, 1118, 770, 1179]
stadium-para: ಬಡವರ ಜೀವನಕ್ಕೆ ಗ್ಯಾರಂಟಿ ಯೋಜನೆಗಳು ಆಸರೆಯಾಗಿವೆ. ಜನರು ನೇರವಾಗಿ ಅಧಿಕಾರಿಗಳ ಬಳಿ ಸಮಸ್ಯೆಗಳನ್ನು ಹೇಳಿಕೊಂಡು ಪರಿಹಾರ ಪಡೆದುಕೊಳ್ಳಬೇಕು. ಅಧಿಕಾರಿಗಳು ಜನಸ್ನೇಹಿಯಾಗಿ ಕೆಲಸ ಮಾಡಬೇಕು. ಡಿ.ಕೆ.ಶಿವಕುಮಾರ್ ಒಬ್ಬ ಕೆಲಸ ಮಾಡುವ ವ್ಯಕ್ತಿ ಎಂಬುದನ್ನು ನೀವು ಅರಿಯಬೇಕು ಎಂದರು. bbox=[262, 1009, 512, 1070]
dateline: ರಾಮನಗರ: bbox=[262, 852, 299, 863]
water-column-1 bbox=[262, 1652, 514, 2002]
box-title: ಸುರಂಗ ಕೊರೆಯುವ ಕಾಮಗಾರಿ ಪೂರ್ಣ bbox=[1051, 1661, 1240, 1679]
water-para: ಅರ್ಕಾವತಿ ಜಲಾಶಯಕ್ಕೂ ಈ ಯೋಜನೆಯಿಂದ ನೀರು ಹರಿಸಲಾಗುವುದು. ಇದರಿಂದ ಅಂತರ್ಜಲ ಮಟ್ಟ ಹೆಚ್ಚಲಿದೆ ಎಂದು ತಿಳಿಸಿದರು. ಜಿಲ್ಲಾಧಿಕಾರಿ, ಕಾವೇರಿ ನೀರಾವರಿ ನಿಗಮದ ಅಧಿಕಾರಿಗಳು ಹಾಗೂ ಜನಪ್ರತಿನಿಧಿಗಳು ಉಪಸ್ಥಿತರಿದ್ದರು. bbox=[262, 1834, 514, 1870]
brief-headline: ಪಿಎಸ್‌ಐ ಸುನೀಲ್ ಲೋಕಾಯುಕ್ತ ಬಲೆಗೆ bbox=[26, 152, 218, 170]
manmul-para: ಪಟ್ಟಣದ ತಾಲೂಕು ಕಚೇರಿಯಲ್ಲಿ ನಡೆದ ಕಾರ್ಯಕ್ರಮದಲ್ಲಿ ಮಾತನಾಡಿದ ನೂತನ ನಿರ್ದೇಶಕ ಡಿ.ಕೃಷ್ಣೇಗೌಡ, ತಾಲೂಕಿನ ಹಾಲು ಉತ್ಪಾದಕರ ಹಿತ ಕಾಯುವ ನಿಟ್ಟಿನಲ್ಲಿ ಕೆಲಸ ಮಾಡುತ್ತೇನೆ. ಹಾಲು ಉತ್ಪಾದಕರಿಗೆ ಹೆಚ್ಚಿನ ದರ ದೊರಕಿಸಲು ಪ್ರಯತ್ನಿಸಲಾಗುವುದು. ಹೈನುಗಾರಿಕೆ ರೈತರ ಆರ್ಥಿಕ ಸ್ಥಿತಿ ಸುಧಾರಿಸುವ ಪ್ರಮುಖ ಉದ್ಯಮವಾಗಿದ್ದು, ಇದಕ್ಕೆ ಸರ್ಕಾರ ಹಾಗೂ ಒಕ್ಕೂಟದಿಂದ ಹೆಚ್ಚಿನ ಸೌಲಭ್ಯ ಕಲ್ಪಿಸಲು ಶ್ರಮಿಸುತ್ತೇನೆ ಎಂದರು. bbox=[786, 1332, 1024, 1405]
lead-column-3 bbox=[772, 410, 1034, 796]
lead-para: ಕಜಂಪಾಡಿ ಸುಬ್ರಹ್ಮಣ್ಯ ಭಟ್ ಅವರ ಸಂಸ್ಮರಣಾ ಕಾರ್ಯಕ್ರಮದಲ್ಲಿ ಶಾಸಕ ಎನ್.ಎ.ನೆಲ್ಲಿಕುನ್ನು, ಬಿಜೆಪಿ ಕೇರಳ ರಾಜ್ಯ ಉಪಾಧ್ಯಕ್ಷ ಕೆ.ಸುರೇಂದ್ರನ್, ಸಂಘದ ಮಂಗಳೂರು ವಿಭಾಗ ಸಂಘಚಾಲಕ ಡಾ.ವಾಮನ ಶೆಣೈ, ಉದ್ಯಮಿ ರಾಮಚಂದ್ರ ಭಟ್, ನ್ಯಾಯವಾದಿ ಸುರೇಶ್ ಪ್ರಸಾದ್, ಮುಖಂಡರು ಹಾಗೂ ಸಾವಿರಾರು ಮಂದಿ ಕಾರ್ಯಕರ್ತರು ಸಮಾರಂಭದಲ್ಲಿ ಪಾಲ್ಗೊಂಡಿದ್ದರು. bbox=[1040, 586, 1300, 646]
manmul-certificate-photo bbox=[1032, 1292, 1302, 1444]
print-registration-marks bbox=[430, 1995, 474, 2003]
water-text bbox=[262, 1652, 514, 1701]
subhead: ಭಯವಿರುವ ಅಗತ್ಯವಿಲ್ಲ: bbox=[532, 704, 616, 716]
masthead bbox=[0, 0, 1310, 80]
seminar-stage-photo bbox=[532, 176, 1302, 406]
review-para: ಬೆಟ್ಟಕ್ಕೆ ಬರುವ ಭಕ್ತರ ಸಂಖ್ಯೆ ಹೆಚ್ಚುತ್ತಿದ್ದು, ಅವರಿಗೆ ಕುಡಿಯುವ ನೀರು, ಶೌಚಾಲಯ, ವಸತಿ ವ್ಯವಸ್ಥೆ ಕಲ್ಪಿಸಲು ಆದ್ಯತೆ ನೀಡಬೇಕು. ಕಾಮಗಾರಿಗಳು ಗುಣಮಟ್ಟದಿಂದ ಕೂಡಿರಬೇಕು ಎಂದು ತಿಳಿಸಿದರು. bbox=[786, 1122, 1034, 1159]
brief-para: ಕೇಸು ಮುಂದಿನ ವಿಚಾರಣೆ ವೇಳೆ ವ್ಯಕ್ತಿಯೊಬ್ಬರಿಂದ ಪಡೆದಿದ್ದ ಹಣದ ಸಂಬಂಧ 10 ಸಾವಿರ ಲಂಚ ಪಡೆದು ಪೊಲೀಸ್ ಠಾಣೆಯ ಪಿಎಸ್‌ಐ ಸುನೀಲ್ ಅವರು ಲೋಕಾಯುಕ್ತ ಬಲೆಗೆ ಬಿದ್ದಿದ್ದು ಘಟನೆ ನಡೆದಿದೆ. bbox=[6, 174, 238, 210]
box-title: ಎಚ್‌ಡಿಕೆಗೆ ಟಾಂಗ್ bbox=[525, 857, 604, 872]
water-para: ಯೋಜನೆಯಡಿ 3.30 ಟಿಎಂಸಿ ನೀರನ್ನು ಕಾವೇರಿ ನದಿಯಿಂದ ಪಡೆಯಲಾಗುತ್ತಿದೆ. ಸುರಂಗ ಮಾರ್ಗದ ಮೂಲಕ ನೀರನ್ನು ಇಗ್ಗಲೂರು ಬ್ಯಾರೇಜ್‌ಗೆ ತರಲಾಗುತ್ತದೆ. ಅಲ್ಲಿಂದ ಪೈಪ್‌ಲೈನ್ ಮೂಲಕ ವಿವಿಧ ತಾಲೂಕುಗಳಿಗೆ ನೀರು ಪೂರೈಕೆ ಮಾಡಲಾಗುವುದು ಎಂದು ಮಾಹಿತಿ ನೀಡಿದರು. bbox=[262, 1781, 514, 1830]
lead-column-4 bbox=[1040, 586, 1300, 796]
lead-para: ಕಜಂಪಾಡಿಯವರು ಹಿರಿಯರಾಗಿದ್ದರೂ ಯುವ ಕಾರ್ಯಕರ್ತರಿಗೆ ಮಾರ್ಗದರ್ಶನ ನೀಡುತ್ತಿದ್ದರು. ಅವರ ಸರಳ ಜೀವನ ಮತ್ತು ಉನ್ನತ ಚಿಂತನೆ ಎಲ್ಲರಿಗೂ ಸ್ಫೂರ್ತಿ ಎಂದು ಹೇಳಿದರು. bbox=[532, 664, 762, 700]
box-text: ಸಮಾರಂಭದಲ್ಲಿ ದಿವ್ಯ ಉಪಸ್ಥಿತರಿದ್ದ ಎಡನೀರು ಮಠಾಧೀಶ ಶ್ರೀ ಸಚ್ಚಿದಾನಂದ ಭಾರತೀ ಸ್ವಾಮೀಜಿ ಆಶೀರ್ವಚನ ನೀಡಿ, ಸಂಘವು ಎಂದೂ ರಾಷ್ಟ್ರದ ಏಳ್ಗೆಯ ಬಗ್ಗೆ ಚಿಂತನೆ ನಡೆಸುತ್ತದೆ. ಅಂತಹ ಸಂಘಕ್ಕೆ ತೊಂದರೆಯಾದಾಗ ಸಂಘವು ಸಹನೆ ಕಳೆದುಕೊಳ್ಳದೆ ಕೆಲಸ ಮಾಡುತ್ತದೆ. ಕಜಂಪಾಡಿ ಅವರಂತಹ ಕಾರ್ಯಕರ್ತರು ಸಂಘಕ್ಕೆ ಆಸ್ತಿ. ರಾಷ್ಟ್ರೀಯ ಸ್ವಯಂಸೇವಕ ಸಂಘದ ಸ್ವಯಂಸೇವಕರು ನಿರಂತರ ದೇಶ ಸೇವೆಯಲ್ಲಿ ತೊಡಗಿಸಿಕೊಂಡಿದ್ದಾರೆ ಎಂದರು. bbox=[539, 437, 755, 522]
stadium-para: ಚನ್ನಪಟ್ಟಣದಲ್ಲಿ ಕ್ರೀಡಾಂಗಣ ನಿರ್ಮಾಣಕ್ಕೆ ಅಗತ್ಯ ನೆರವು ನೀಡುವುದಾಗಿ ಡಿಸಿಎಂ ಡಿ.ಕೆ.ಶಿವಕುಮಾರ್ ಭರವಸೆ ನೀಡಿದರು. bbox=[262, 852, 512, 876]
box-subtitle: ಸತ್ತೇಗಾಲ 600 ಮೀಟರ್ ಮಾತ್ರ ಬಾಕಿ: bbox=[527, 1348, 710, 1365]
registration-dot bbox=[120, 1995, 128, 2003]
registration-dot bbox=[144, 1995, 152, 2003]
manmul-headline: ಮನ್‌ಮುಲ್ ನಿರ್ದೇಶಕರಿಗೆ ಆಯ್ಕೆ ಪತ್ರ ವಿತರಣೆ bbox=[786, 1251, 1172, 1279]
water-para: ಎಂದು ತಿಳಿಸಿದರು. ಸತ್ತೇಗಾಲ ಜಲಾಶಯದಿಂದ ಇಗ್ಗಲೂರು ಬ್ಯಾರೇಜ್ ತನಕ ಸುಮಾರು 36 ಕಿ.ಮೀ ಉದ್ದದ ಪೈಪ್‌ಲೈನ್ ಅಳವಡಿಸಲಾಗುತ್ತಿದೆ. ಯೋಜನೆಯ ಮೊದಲ ಹಂತ ಡಿಸೆಂಬರ್ ವೇಳೆಗೆ ಪೂರ್ಣಗೊಳ್ಳಲಿದ್ದು, ಮುಂದಿನ ವರ್ಷದಿಂದ ನೀರು ಪೂರೈಕೆ ಆರಂಭವಾಗಲಿದೆ. ಸುರಂಗ ಮಾರ್ಗದ 13.35 ಕಿ.ಮೀ ಉದ್ದದ ಪೈಕಿ ಈಗಾಗಲೇ ಬಹುಪಾಲು ಕಾಮಗಾರಿ ಮುಗಿದಿದೆ. ಇಡೀ ಯೋಜನೆ ಪೂರ್ಣಗೊಂಡ ನಂತರ ಬೆಂಗಳೂರು ದಕ್ಷಿಣ ಜಿಲ್ಲೆಯ ಜನರಿಗೆ ಶಾಶ್ವತ ಕುಡಿಯುವ ನೀರು ಸಿಗಲಿದೆ ಎಂದರು. bbox=[780, 1854, 1034, 1926]
print-registration-marks bbox=[120, 1995, 164, 2003]
stadium-para: ಚನ್ನಪಟ್ಟಣ ತಾಲೂಕು ಕಚೇರಿಯ ಸಭಾಂಗಣದಲ್ಲಿ ಸೋಮವಾರ ಪ್ರಗತಿ ಪರಿಶೀಲನಾ ಸಭೆ ನಡೆಸಿದ ಅವರು, ಜನರ ಬೇಡಿಕೆಯಂತೆ ಚನ್ನಪಟ್ಟಣ ನಗರದಲ್ಲಿ ಸುಸಜ್ಜಿತ ಕ್ರೀಡಾಂಗಣ ನಿರ್ಮಾಣ ಮಾಡಲಾಗುವುದು. ಇದಕ್ಕಾಗಿ ಸ್ಥಳ ಗುರುತಿಸುವಂತೆ ಅಧಿಕಾರಿಗಳಿಗೆ ಸೂಚಿಸಲಾಗಿದೆ. ಯುವಕರು ಕ್ರೀಡೆಯಲ್ಲಿ ತೊಡಗಿಸಿಕೊಳ್ಳಲು ಅನುಕೂಲವಾಗುವಂತೆ ಎಲ್ಲ ಸೌಲಭ್ಯಗಳನ್ನು ಒದಗಿಸಲಾಗುವುದು. ಜಿಲ್ಲೆಯ ಕ್ರೀಡಾಪಟುಗಳು ರಾಜ್ಯ ಹಾಗೂ ರಾಷ್ಟ್ರಮಟ್ಟದಲ್ಲಿ ಸಾಧನೆ ಮಾಡಬೇಕು ಎಂಬುದು ನಮ್ಮ ಆಶಯ ಎಂದರು. bbox=[262, 880, 512, 965]
